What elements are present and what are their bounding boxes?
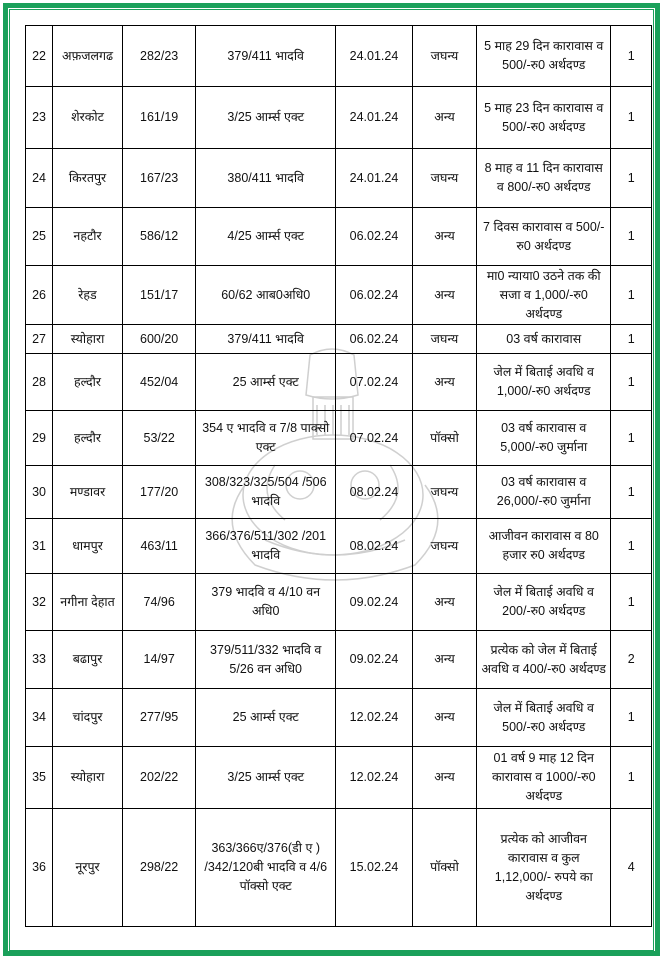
- sentence-detail-cell: 01 वर्ष 9 माह 12 दिन कारावास व 1000/-रु0 अर्थदण्ड: [477, 747, 611, 809]
- law-section-cell: 60/62 आब0अधि0: [196, 266, 336, 325]
- serial-number-cell: 29: [26, 411, 53, 466]
- table-row: [26, 689, 652, 747]
- accused-count-cell: 1: [611, 266, 652, 325]
- case-number-cell: 600/20: [122, 325, 195, 354]
- crime-category-cell: जघन्य: [412, 149, 476, 208]
- case-number-cell: 298/22: [122, 809, 195, 927]
- law-section-cell: 366/376/511/302 /201 भादवि: [196, 519, 336, 574]
- serial-number-cell: 30: [26, 466, 53, 519]
- sentence-detail-cell: प्रत्येक को जेल में बिताई अवधि व 400/-रु0 अर्थदण्ड: [477, 631, 611, 689]
- accused-count-cell: 2: [611, 631, 652, 689]
- crime-category-cell: अन्य: [412, 689, 476, 747]
- table-row: [26, 631, 652, 689]
- case-number-cell: 167/23: [122, 149, 195, 208]
- law-section-cell: 380/411 भादवि: [196, 149, 336, 208]
- sentence-detail-cell: 8 माह व 11 दिन कारावास व 800/-रु0 अर्थदण्ड: [477, 149, 611, 208]
- case-number-cell: 74/96: [122, 574, 195, 631]
- serial-number-cell: 28: [26, 354, 53, 411]
- judgment-date-cell: 12.02.24: [336, 747, 413, 809]
- sentence-detail-cell: 7 दिवस कारावास व 500/-रु0 अर्थदण्ड: [477, 208, 611, 266]
- accused-count-cell: 1: [611, 689, 652, 747]
- serial-number-cell: 32: [26, 574, 53, 631]
- crime-category-cell: अन्य: [412, 87, 476, 149]
- judgment-date-cell: 12.02.24: [336, 689, 413, 747]
- police-station-cell: स्योहारा: [53, 325, 123, 354]
- table-row: [26, 747, 652, 809]
- serial-number-cell: 27: [26, 325, 53, 354]
- police-station-cell: किरतपुर: [53, 149, 123, 208]
- serial-number-cell: 23: [26, 87, 53, 149]
- judgment-date-cell: 09.02.24: [336, 631, 413, 689]
- table-row: [26, 466, 652, 519]
- table-row: [26, 354, 652, 411]
- sentence-detail-cell: जेल में बिताई अवधि व 500/-रु0 अर्थदण्ड: [477, 689, 611, 747]
- table-row: [26, 266, 652, 325]
- police-station-cell: शेरकोट: [53, 87, 123, 149]
- police-station-cell: हल्दौर: [53, 411, 123, 466]
- police-station-cell: चांदपुर: [53, 689, 123, 747]
- accused-count-cell: 1: [611, 149, 652, 208]
- police-station-cell: नहटौर: [53, 208, 123, 266]
- judgment-date-cell: 24.01.24: [336, 26, 413, 87]
- table-row: [26, 574, 652, 631]
- police-station-cell: रेहड: [53, 266, 123, 325]
- judgment-date-cell: 09.02.24: [336, 574, 413, 631]
- judgment-date-cell: 06.02.24: [336, 266, 413, 325]
- serial-number-cell: 25: [26, 208, 53, 266]
- case-number-cell: 282/23: [122, 26, 195, 87]
- sentence-detail-cell: 03 वर्ष कारावास व 5,000/-रु0 जुर्माना: [477, 411, 611, 466]
- accused-count-cell: 1: [611, 354, 652, 411]
- police-station-cell: नूरपुर: [53, 809, 123, 927]
- case-number-cell: 452/04: [122, 354, 195, 411]
- accused-count-cell: 1: [611, 87, 652, 149]
- serial-number-cell: 34: [26, 689, 53, 747]
- law-section-cell: 363/366ए/376(डी ए ) /342/120बी भादवि व 4/6 पॉक्सो एक्ट: [196, 809, 336, 927]
- accused-count-cell: 1: [611, 26, 652, 87]
- table-row: [26, 325, 652, 354]
- judgment-date-cell: 15.02.24: [336, 809, 413, 927]
- police-station-cell: हल्दौर: [53, 354, 123, 411]
- law-section-cell: 379 भादवि व 4/10 वन अधि0: [196, 574, 336, 631]
- judgment-date-cell: 08.02.24: [336, 466, 413, 519]
- law-section-cell: 308/323/325/504 /506 भादवि: [196, 466, 336, 519]
- judgment-date-cell: 07.02.24: [336, 354, 413, 411]
- accused-count-cell: 1: [611, 208, 652, 266]
- police-station-cell: अफ़जलगढ: [53, 26, 123, 87]
- case-number-cell: 202/22: [122, 747, 195, 809]
- crime-category-cell: अन्य: [412, 747, 476, 809]
- crime-category-cell: अन्य: [412, 354, 476, 411]
- crime-category-cell: अन्य: [412, 266, 476, 325]
- crime-category-cell: पॉक्सो: [412, 411, 476, 466]
- judgment-date-cell: 07.02.24: [336, 411, 413, 466]
- sentence-detail-cell: 5 माह 29 दिन कारावास व 500/-रु0 अर्थदण्ड: [477, 26, 611, 87]
- law-section-cell: 379/411 भादवि: [196, 325, 336, 354]
- serial-number-cell: 31: [26, 519, 53, 574]
- serial-number-cell: 22: [26, 26, 53, 87]
- case-number-cell: 161/19: [122, 87, 195, 149]
- sentence-detail-cell: जेल में बिताई अवधि व 1,000/-रु0 अर्थदण्ड: [477, 354, 611, 411]
- accused-count-cell: 1: [611, 466, 652, 519]
- table-row: [26, 87, 652, 149]
- case-number-cell: 586/12: [122, 208, 195, 266]
- accused-count-cell: 1: [611, 411, 652, 466]
- accused-count-cell: 1: [611, 325, 652, 354]
- table-row: [26, 809, 652, 927]
- law-section-cell: 379/511/332 भादवि व 5/26 वन अधि0: [196, 631, 336, 689]
- case-number-cell: 14/97: [122, 631, 195, 689]
- serial-number-cell: 24: [26, 149, 53, 208]
- accused-count-cell: 1: [611, 519, 652, 574]
- judgment-date-cell: 08.02.24: [336, 519, 413, 574]
- case-number-cell: 277/95: [122, 689, 195, 747]
- crime-category-cell: अन्य: [412, 574, 476, 631]
- law-section-cell: 4/25 आर्म्स एक्ट: [196, 208, 336, 266]
- crime-category-cell: जघन्य: [412, 519, 476, 574]
- judgment-date-cell: 24.01.24: [336, 149, 413, 208]
- crime-category-cell: जघन्य: [412, 26, 476, 87]
- law-section-cell: 354 ए भादवि व 7/8 पाक्सो एक्ट: [196, 411, 336, 466]
- table-row: [26, 26, 652, 87]
- police-station-cell: मण्डावर: [53, 466, 123, 519]
- sentence-detail-cell: आजीवन कारावास व 80 हजार रु0 अर्थदण्ड: [477, 519, 611, 574]
- law-section-cell: 25 आर्म्स एक्ट: [196, 354, 336, 411]
- crime-category-cell: अन्य: [412, 631, 476, 689]
- accused-count-cell: 1: [611, 574, 652, 631]
- case-number-cell: 463/11: [122, 519, 195, 574]
- case-number-cell: 177/20: [122, 466, 195, 519]
- police-station-cell: नगीना देहात: [53, 574, 123, 631]
- serial-number-cell: 35: [26, 747, 53, 809]
- sentence-detail-cell: 03 वर्ष कारावास व 26,000/-रु0 जुर्माना: [477, 466, 611, 519]
- table-row: [26, 208, 652, 266]
- sentence-detail-cell: प्रत्येक को आजीवन कारावास व कुल 1,12,000/- रुपये का अर्थदण्ड: [477, 809, 611, 927]
- law-section-cell: 3/25 आर्म्स एक्ट: [196, 747, 336, 809]
- judgment-date-cell: 24.01.24: [336, 87, 413, 149]
- case-number-cell: 151/17: [122, 266, 195, 325]
- serial-number-cell: 33: [26, 631, 53, 689]
- police-station-cell: स्योहारा: [53, 747, 123, 809]
- judgment-date-cell: 06.02.24: [336, 325, 413, 354]
- sentence-detail-cell: मा0 न्याया0 उठने तक की सजा व 1,000/-रु0 अर्थदण्ड: [477, 266, 611, 325]
- serial-number-cell: 36: [26, 809, 53, 927]
- case-number-cell: 53/22: [122, 411, 195, 466]
- judgment-date-cell: 06.02.24: [336, 208, 413, 266]
- crime-category-cell: अन्य: [412, 208, 476, 266]
- sentence-detail-cell: जेल में बिताई अवधि व 200/-रु0 अर्थदण्ड: [477, 574, 611, 631]
- police-station-cell: बढापुर: [53, 631, 123, 689]
- law-section-cell: 25 आर्म्स एक्ट: [196, 689, 336, 747]
- law-section-cell: 3/25 आर्म्स एक्ट: [196, 87, 336, 149]
- convictions-table: [25, 25, 652, 927]
- police-station-cell: धामपुर: [53, 519, 123, 574]
- law-section-cell: 379/411 भादवि: [196, 26, 336, 87]
- crime-category-cell: जघन्य: [412, 325, 476, 354]
- table-row: [26, 519, 652, 574]
- crime-category-cell: जघन्य: [412, 466, 476, 519]
- accused-count-cell: 1: [611, 747, 652, 809]
- serial-number-cell: 26: [26, 266, 53, 325]
- table-row: [26, 411, 652, 466]
- crime-category-cell: पॉक्सो: [412, 809, 476, 927]
- table-row: [26, 149, 652, 208]
- accused-count-cell: 4: [611, 809, 652, 927]
- sentence-detail-cell: 03 वर्ष कारावास: [477, 325, 611, 354]
- sentence-detail-cell: 5 माह 23 दिन कारावास व 500/-रु0 अर्थदण्ड: [477, 87, 611, 149]
